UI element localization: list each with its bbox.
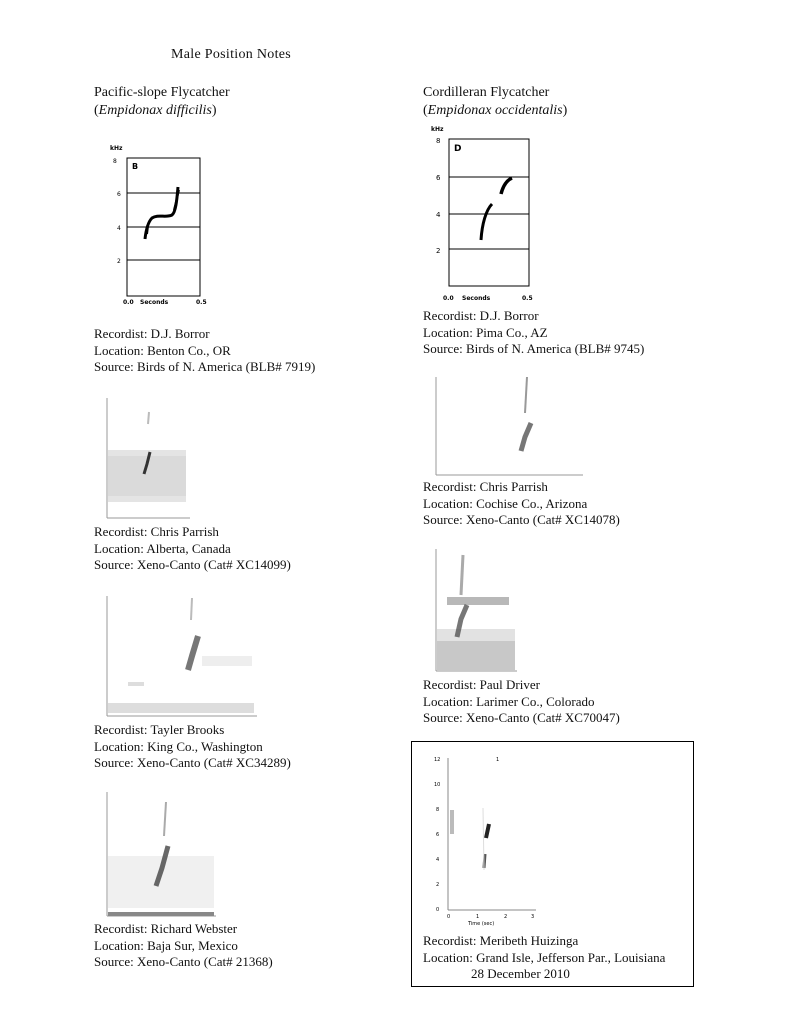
species-heading-pacific-slope [94,84,230,119]
x-tick: 3 [531,914,535,920]
y-tick: 4 [436,857,440,863]
sonogram-larimer-co [421,545,521,675]
sonogram-alberta [92,392,192,522]
species-scientific-name: (Empidonax difficilis) [94,102,217,118]
species-scientific-name: (Empidonax occidentalis) [423,102,568,118]
harmonic-band [447,597,509,605]
noise-floor [108,703,254,713]
sonogram-panel-d [424,124,544,304]
recordist: Recordist: Meribeth Huizinga [423,933,579,948]
source: Source: Xeno-Canto (Cat# 21368) [94,954,273,969]
faint-trace [164,802,166,836]
caption-right-1 [423,308,644,358]
y-tick: 10 [434,782,441,788]
y-tick: 8 [113,158,117,165]
song-trace [521,423,531,451]
caption-left-3 [94,722,291,772]
location: Location: Benton Co., OR [94,342,231,358]
faint-trace [461,555,463,595]
species-scientific-italic: Empidonax occidentalis [427,102,563,118]
location: Location: King Co., Washington [94,738,263,754]
noise-blob [450,810,454,834]
recordist: Recordist: Richard Webster [94,921,238,936]
source: Source: Birds of N. America (BLB# 9745) [423,341,645,356]
caption-left-2 [94,524,291,574]
location: Location: Alberta, Canada [94,540,231,556]
x-end: 0.5 [196,299,207,306]
x-start: 0.0 [443,295,454,302]
x-tick: 2 [504,914,508,920]
echo-band [202,656,252,666]
species-common-name: Pacific-slope Flycatcher [94,85,230,100]
y-tick: 4 [117,225,121,232]
recordist: Recordist: Chris Parrish [94,524,219,539]
recordist: Recordist: Tayler Brooks [94,722,225,737]
x-tick: 1 [476,914,480,920]
caption-left-4 [94,921,273,971]
x-label: Seconds [462,295,491,302]
caption-right-3 [423,677,620,727]
noise-blob [128,682,144,686]
faint-trace [148,412,149,424]
unit-label: kHz [110,145,123,152]
x-label: Time (sec) [468,921,495,927]
source: Source: Xeno-Canto (Cat# XC70047) [423,710,620,725]
location: Location: Cochise Co., Arizona [423,495,588,511]
recordist: Recordist: D.J. Borror [94,326,210,341]
faint-trace [191,598,192,620]
sonogram-baja-sur [92,786,222,920]
caption-right-2 [423,479,620,529]
source: Source: Xeno-Canto (Cat# XC34289) [94,755,291,770]
recordist: Recordist: D.J. Borror [423,308,539,323]
faint-trace [525,377,527,413]
x-tick: 0 [447,914,451,920]
species-heading-cordilleran [423,84,567,119]
location: Location: Pima Co., AZ [423,324,548,340]
caption-right-4 [423,933,665,983]
song-trace-upper [486,824,489,838]
y-tick: 12 [434,757,441,763]
y-tick: 2 [436,247,441,255]
panel-letter: D [454,144,462,154]
species-scientific-italic: Empidonax difficilis [98,102,212,118]
caption-left-1 [94,326,315,376]
y-tick: 2 [117,258,121,265]
source: Source: Birds of N. America (BLB# 7919) [94,359,316,374]
y-tick: 8 [436,807,440,813]
y-tick: 8 [436,137,441,145]
source: Source: Xeno-Canto (Cat# XC14078) [423,512,620,527]
sonogram-king-co [92,590,262,720]
noise-band [437,629,515,641]
recordist: Recordist: Paul Driver [423,677,540,692]
noise-floor [437,641,515,671]
recordist: Recordist: Chris Parrish [423,479,548,494]
sonogram-panel-b [108,142,218,312]
sonogram-louisiana [426,752,546,927]
y-tick: 6 [436,832,440,838]
panel-letter: B [132,162,139,171]
location: Location: Grand Isle, Jefferson Par., Louisiana [423,949,666,965]
source: Source: Xeno-Canto (Cat# XC14099) [94,557,291,572]
boxed-recording-louisiana [411,741,694,987]
x-start: 0.0 [123,299,134,306]
marker-label: 1 [496,757,500,763]
location: Location: Baja Sur, Mexico [94,937,238,953]
page-title: Male Position Notes [171,47,292,62]
sonogram-cochise-co [421,373,587,479]
date: 28 December 2010 [471,966,570,981]
plot-frame [449,139,529,286]
y-tick: 0 [436,907,440,913]
song-trace [188,636,198,670]
location: Location: Larimer Co., Colorado [423,693,595,709]
species-common-name: Cordilleran Flycatcher [423,85,550,100]
y-tick: 2 [436,882,440,888]
y-tick: 6 [117,191,121,198]
unit-label: kHz [431,126,444,133]
y-tick: 4 [436,211,441,219]
y-tick: 6 [436,174,441,182]
noise-floor [108,912,214,916]
x-end: 0.5 [522,295,533,302]
x-label: Seconds [140,299,169,306]
